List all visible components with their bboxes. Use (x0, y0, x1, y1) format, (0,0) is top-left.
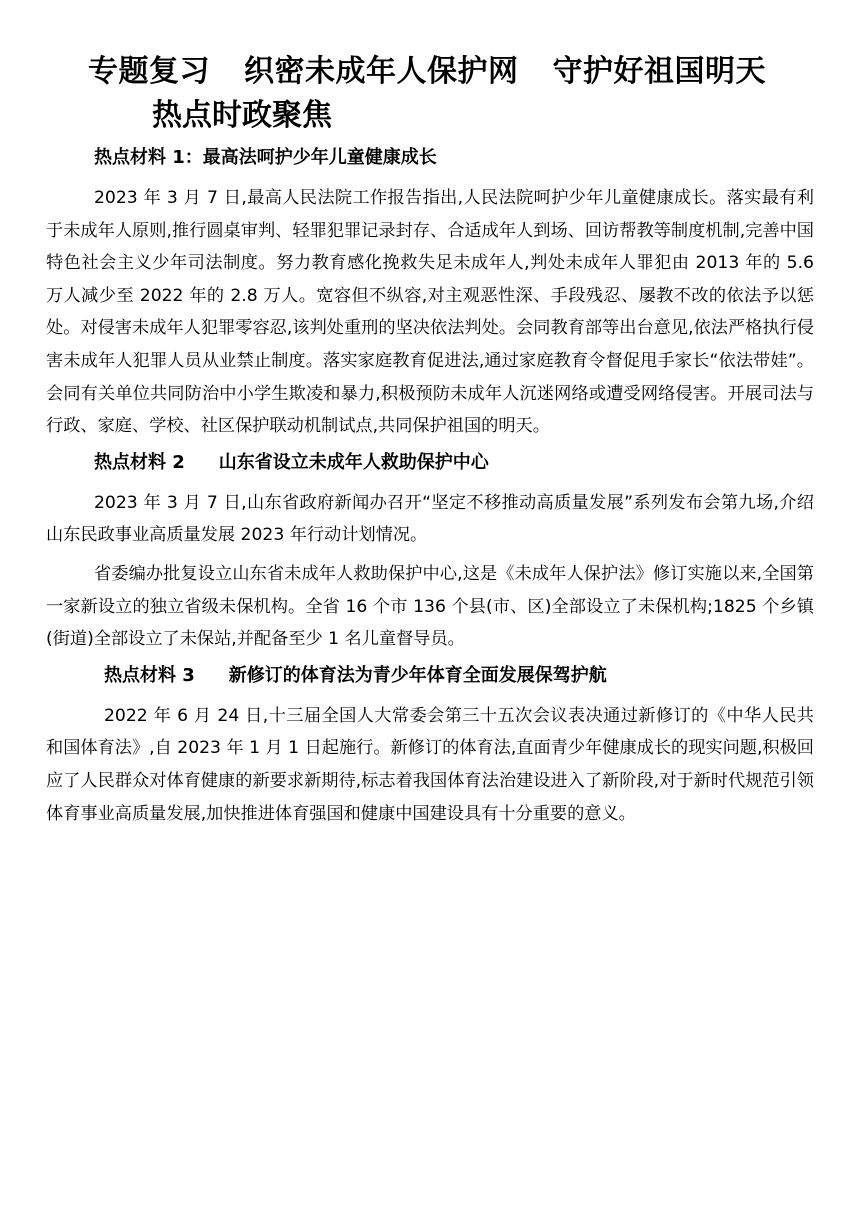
paragraph: 2023 年 3 月 7 日,山东省政府新闻办召开“坚定不移推动高质量发展”系列发布会第九场,介绍山东民政事业高质量发展 2023 年行动计划情况。 (46, 492, 814, 546)
page-subtitle: 热点时政聚焦 (152, 98, 332, 133)
section-heading (104, 664, 814, 688)
section-label: 热点材料 3 (104, 664, 195, 686)
section-label: 热点材料 1： (94, 147, 203, 168)
section-label: 热点材料 2 (94, 451, 185, 473)
paragraph: 2023 年 3 月 7 日,最高人民法院工作报告指出,人民法院呵护少年儿童健康成长。落实最有利于未成年人原则,推行圆桌审判、轻罪犯罪记录封存、合适成年人到场、回访帮教等制度机制,完善中国特色社会主义少年司法制度。努力教育感化挽救失足未成年人,判处未成年人罪犯由 2013 年的 5.6 万人减少至 2022 年的 2.8 万人。宽容但不纵容,对主观恶性深、手段残忍、屡教不改的依法予以惩处。对侵害未成年人犯罪零容忍,该判处重刑的坚决依法判处。会同教育部等出台意见,依法严格执行侵害未成年人犯罪人员从业禁止制度。落实家庭教育促进法,通过家庭教育令督促甩手家长“依法带娃”。会同有关单位共同防治中小学生欺凌和暴力,积极预防未成年人沉迷网络或遭受网络侵害。开展司法与行政、家庭、学校、社区保护联动机制试点,共同保护祖国的明天。 (46, 188, 814, 437)
paragraph: 省委编办批复设立山东省未成年人救助保护中心,这是《未成年人保护法》修订实施以来,全国第一家新设立的独立省级未保机构。全省 16 个市 136 个县(市、区)全部设立了未保机构;1825 个乡镇(街道)全部设立了未保站,并配备至少 1 名儿童督导员。 (46, 563, 814, 650)
title-part-2: 织密未成年人保护网 (244, 54, 519, 89)
page-title (88, 52, 814, 92)
document-body (46, 146, 814, 830)
paragraph: 2022 年 6 月 24 日,十三届全国人大常委会第三十五次会议表决通过新修订的《中华人民共和国体育法》,自 2023 年 1 月 1 日起施行。新修订的体育法,直面青少年健康成长的现实问题,积极回应了人民群众对体育健康的新要求新期待,标志着我国体育法治建设进入了新阶段,对于新时代规范引领体育事业高质量发展,加快推进体育强国和健康中国建设具有十分重要的意义。 (46, 705, 814, 824)
section-heading (94, 451, 814, 475)
section-title: 山东省设立未成年人救助保护中心 (218, 451, 489, 473)
section-heading (94, 146, 814, 170)
hot-material-1 (46, 146, 814, 443)
section-title: 新修订的体育法为青少年体育全面发展保驾护航 (228, 664, 607, 686)
hot-material-3 (46, 664, 814, 830)
hot-material-2 (46, 451, 814, 656)
section-title: 最高法呵护少年儿童健康成长 (202, 147, 437, 168)
title-part-3: 守护好祖国明天 (552, 54, 766, 89)
title-part-1: 专题复习 (88, 54, 210, 89)
